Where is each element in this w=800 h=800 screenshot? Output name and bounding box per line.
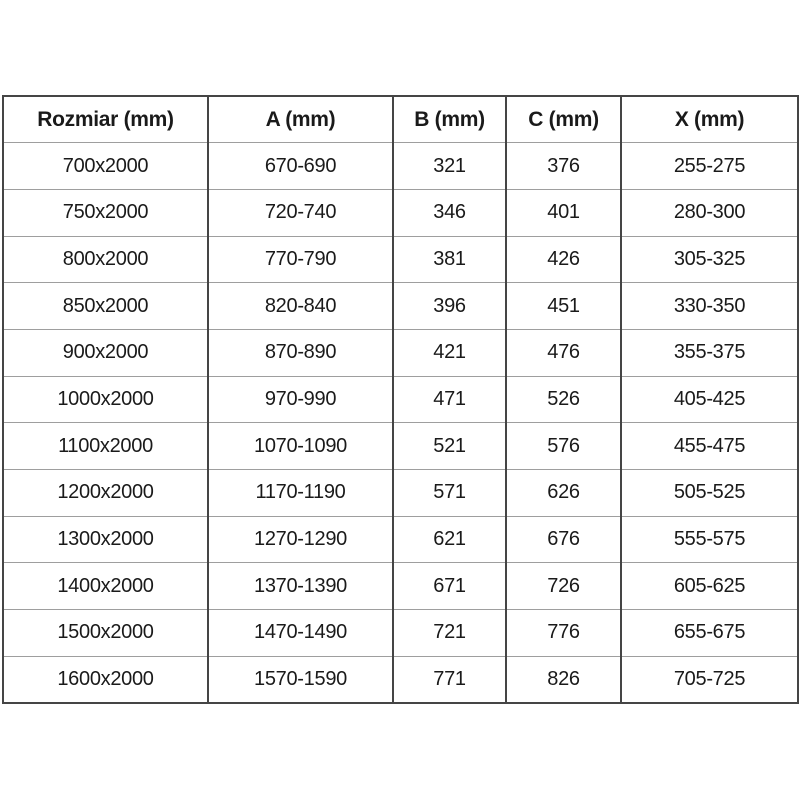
table-body bbox=[3, 143, 798, 703]
table-row bbox=[3, 143, 798, 190]
table-row bbox=[3, 283, 798, 330]
table-cell: 826 bbox=[506, 656, 621, 703]
column-header: C (mm) bbox=[506, 96, 621, 143]
table-cell: 521 bbox=[393, 423, 506, 470]
table-cell: 421 bbox=[393, 329, 506, 376]
table-cell: 721 bbox=[393, 610, 506, 657]
table-cell: 330-350 bbox=[621, 283, 798, 330]
table-header-row bbox=[3, 96, 798, 143]
table-cell: 770-790 bbox=[208, 236, 393, 283]
table-cell: 396 bbox=[393, 283, 506, 330]
table-cell: 1400x2000 bbox=[3, 563, 208, 610]
table-cell: 280-300 bbox=[621, 189, 798, 236]
table-cell: 471 bbox=[393, 376, 506, 423]
table-cell: 455-475 bbox=[621, 423, 798, 470]
table-cell: 726 bbox=[506, 563, 621, 610]
table-cell: 970-990 bbox=[208, 376, 393, 423]
table-cell: 505-525 bbox=[621, 470, 798, 517]
table-cell: 670-690 bbox=[208, 143, 393, 190]
table-cell: 655-675 bbox=[621, 610, 798, 657]
column-header: B (mm) bbox=[393, 96, 506, 143]
table-row bbox=[3, 610, 798, 657]
table-cell: 571 bbox=[393, 470, 506, 517]
column-header: X (mm) bbox=[621, 96, 798, 143]
table-cell: 401 bbox=[506, 189, 621, 236]
table-cell: 671 bbox=[393, 563, 506, 610]
table-cell: 1000x2000 bbox=[3, 376, 208, 423]
table-cell: 1170-1190 bbox=[208, 470, 393, 517]
table-row bbox=[3, 516, 798, 563]
table-cell: 870-890 bbox=[208, 329, 393, 376]
table-cell: 405-425 bbox=[621, 376, 798, 423]
table-cell: 1100x2000 bbox=[3, 423, 208, 470]
table-cell: 676 bbox=[506, 516, 621, 563]
table-cell: 1570-1590 bbox=[208, 656, 393, 703]
table-cell: 321 bbox=[393, 143, 506, 190]
table-cell: 1270-1290 bbox=[208, 516, 393, 563]
table-cell: 426 bbox=[506, 236, 621, 283]
table-cell: 1300x2000 bbox=[3, 516, 208, 563]
table-cell: 705-725 bbox=[621, 656, 798, 703]
table-cell: 720-740 bbox=[208, 189, 393, 236]
table-cell: 750x2000 bbox=[3, 189, 208, 236]
table-cell: 1600x2000 bbox=[3, 656, 208, 703]
table-cell: 605-625 bbox=[621, 563, 798, 610]
table-cell: 255-275 bbox=[621, 143, 798, 190]
table-cell: 451 bbox=[506, 283, 621, 330]
table-cell: 376 bbox=[506, 143, 621, 190]
table-cell: 576 bbox=[506, 423, 621, 470]
size-specification-table bbox=[2, 95, 799, 704]
table-cell: 771 bbox=[393, 656, 506, 703]
table-row bbox=[3, 563, 798, 610]
table-cell: 621 bbox=[393, 516, 506, 563]
table-cell: 1070-1090 bbox=[208, 423, 393, 470]
table-cell: 1370-1390 bbox=[208, 563, 393, 610]
table-row bbox=[3, 656, 798, 703]
table-cell: 305-325 bbox=[621, 236, 798, 283]
table-cell: 900x2000 bbox=[3, 329, 208, 376]
table-row bbox=[3, 376, 798, 423]
table-row bbox=[3, 329, 798, 376]
size-table-container bbox=[2, 95, 797, 704]
column-header: Rozmiar (mm) bbox=[3, 96, 208, 143]
table-cell: 700x2000 bbox=[3, 143, 208, 190]
table-cell: 850x2000 bbox=[3, 283, 208, 330]
table-cell: 776 bbox=[506, 610, 621, 657]
column-header: A (mm) bbox=[208, 96, 393, 143]
table-cell: 476 bbox=[506, 329, 621, 376]
table-cell: 626 bbox=[506, 470, 621, 517]
table-cell: 1470-1490 bbox=[208, 610, 393, 657]
table-cell: 355-375 bbox=[621, 329, 798, 376]
table-cell: 800x2000 bbox=[3, 236, 208, 283]
table-cell: 1200x2000 bbox=[3, 470, 208, 517]
table-row bbox=[3, 423, 798, 470]
table-cell: 820-840 bbox=[208, 283, 393, 330]
table-cell: 555-575 bbox=[621, 516, 798, 563]
table-cell: 346 bbox=[393, 189, 506, 236]
table-cell: 1500x2000 bbox=[3, 610, 208, 657]
table-cell: 381 bbox=[393, 236, 506, 283]
table-row bbox=[3, 236, 798, 283]
table-row bbox=[3, 470, 798, 517]
table-cell: 526 bbox=[506, 376, 621, 423]
table-row bbox=[3, 189, 798, 236]
